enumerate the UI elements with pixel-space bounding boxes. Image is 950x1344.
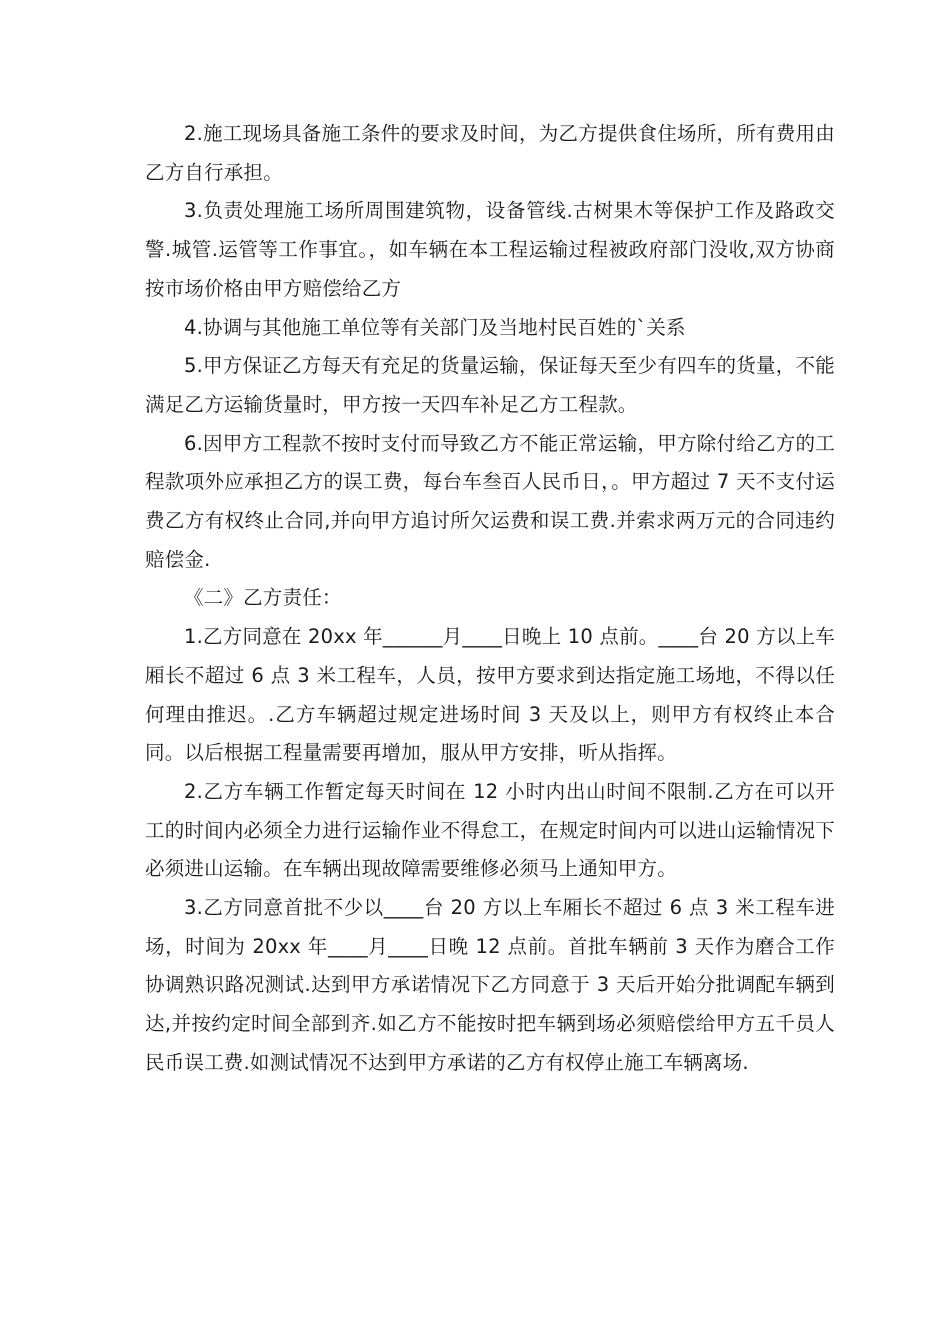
section-heading-party-b: 《二》乙方责任： xyxy=(184,586,342,610)
paragraph-item-3: 3.负责处理施工场所周围建筑物，设备管线.古树果木等保护工作及路政交警.城管.运管等工作事宜。，如车辆在本工程运输过程被政府部门没收,双方协商按市场价格由甲方赔偿给乙方 xyxy=(145,199,835,300)
paragraph-item-2: 2.施工现场具备施工条件的要求及时间，为乙方提供食住场所，所有费用由乙方自行承担。 xyxy=(145,122,835,184)
party-b-item-1: 1.乙方同意在 20xx 年______月____日晚上 10 点前。____台 20 方以上车厢长不超过 6 点 3 米工程车，人员，按甲方要求到达指定施工场地，不得以任何理由推迟。.乙方车辆超过规定进场时间 3 天及以上，则甲方有权终止本合同。以后根据工程量需要再增加，服从甲方安排，听从指挥。 xyxy=(145,625,835,765)
document-body xyxy=(145,115,835,1083)
paragraph-item-5: 5.甲方保证乙方每天有充足的货量运输，保证每天至少有四车的货量，不能满足乙方运输货量时，甲方按一天四车补足乙方工程款。 xyxy=(145,354,835,416)
party-b-item-3: 3.乙方同意首批不少以____台 20 方以上车厢长不超过 6 点 3 米工程车进场，时间为 20xx 年____月____日晚 12 点前。首批车辆前 3 天作为磨合工作协调熟识路况测试.达到甲方承诺情况下乙方同意于 3 天后开始分批调配车辆到达,并按约定时间全部到齐.如乙方不能按时把车辆到场必须赔偿给甲方五千员人民币误工费.如测试情况不达到甲方承诺的乙方有权停止施工车辆离场. xyxy=(145,896,835,1074)
paragraph-item-6: 6.因甲方工程款不按时支付而导致乙方不能正常运输，甲方除付给乙方的工程款项外应承担乙方的误工费，每台车叁百人民币日，。甲方超过 7 天不支付运费乙方有权终止合同,并向甲方追讨所欠运费和误工费.并索求两万元的合同违约赔偿金. xyxy=(145,431,835,571)
party-b-item-2: 2.乙方车辆工作暂定每天时间在 12 小时内出山时间不限制.乙方在可以开工的时间内必须全力进行运输作业不得怠工，在规定时间内可以进山运输情况下必须进山运输。在车辆出现故障需要维修必须马上通知甲方。 xyxy=(145,779,835,881)
paragraph-item-4: 4.协调与其他施工单位等有关部门及当地村民百姓的`关系 xyxy=(184,315,686,339)
